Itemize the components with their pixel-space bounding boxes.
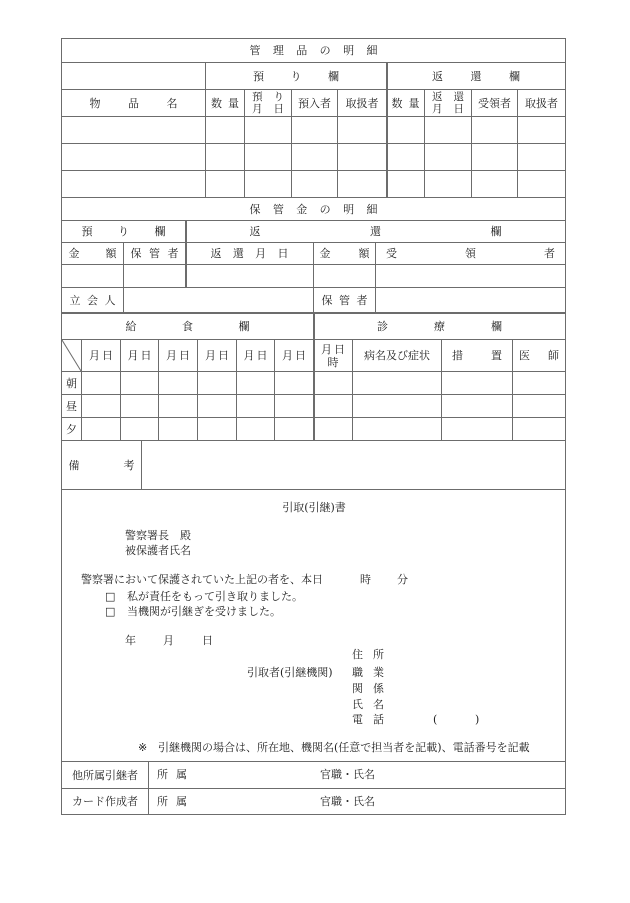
affiliation-label — [157, 768, 187, 782]
label-char: 月 — [432, 103, 443, 115]
label-char: 管 — [339, 293, 350, 307]
lunch-label: 昼 — [66, 399, 77, 413]
return-group-label — [432, 70, 520, 83]
label-char: 者 — [544, 247, 555, 260]
label-char: 属 — [176, 795, 187, 808]
managed-item-cell — [425, 144, 472, 171]
label-char: 金 — [68, 247, 80, 260]
meal-medical-cell — [82, 372, 121, 395]
label-char: 管 — [272, 202, 284, 216]
label-char: 食 — [182, 319, 193, 333]
header-depositor — [292, 90, 338, 117]
other-dept-handover-label-cell — [62, 762, 149, 789]
label-char: 備 — [68, 458, 80, 472]
label-char: 返 — [210, 247, 222, 260]
label-char: 量 — [408, 96, 420, 110]
meal-medical-cell — [159, 418, 198, 441]
label-char: 理 — [272, 44, 284, 57]
managed-item-cell — [245, 144, 292, 171]
note-text: 引継機関の場合は、所在地、機関名(任意で担当者を記載)、電話番号を記載 — [158, 741, 530, 754]
meal-date-header — [198, 340, 237, 372]
managed-items-title-cell — [62, 39, 566, 63]
managed-item-cell — [387, 144, 425, 171]
label-char: 月 — [166, 349, 177, 362]
meal-medical-cell — [237, 372, 275, 395]
managed-items-deposit-group — [206, 63, 387, 90]
header-diagnosis — [353, 340, 442, 372]
header-amount — [62, 243, 124, 265]
label-char: 日 — [102, 349, 113, 362]
date-month-label: 月 — [163, 634, 174, 647]
money-return-date-label — [211, 247, 289, 260]
medical-date-line — [321, 343, 345, 356]
addressee: 警察署長 殿 — [125, 529, 191, 542]
card-creator-label-cell — [62, 789, 149, 815]
receiver-label: 引取者(引継機関) — [247, 666, 333, 679]
header-custodian — [124, 243, 186, 265]
custody-money-divider — [185, 221, 187, 288]
meal-medical-cell — [314, 372, 353, 395]
date-year-label: 年 — [125, 634, 136, 647]
label-char: 職 — [352, 666, 363, 679]
label-char: の — [319, 202, 331, 216]
medical-datetime-label — [321, 343, 345, 369]
phone-label — [352, 713, 384, 727]
meal-date-header — [82, 340, 121, 372]
medical-title — [377, 320, 502, 333]
label-char: 細 — [366, 202, 378, 216]
label-char: 日 — [453, 103, 464, 115]
label-char: 預 — [81, 225, 93, 238]
label-char: 月 — [282, 349, 293, 362]
header-return-quantity — [387, 90, 425, 117]
label-char: 金 — [296, 202, 308, 216]
deposit-quantity-label — [211, 97, 239, 110]
hour-label: 時 — [360, 573, 371, 586]
label-char: 金 — [319, 247, 331, 260]
meal-medical-cell — [353, 395, 442, 418]
meal-row-label-breakfast — [62, 372, 82, 395]
label-char: 欄 — [154, 225, 166, 238]
header-treatment — [442, 340, 513, 372]
custodian-label — [131, 247, 179, 260]
witness-label — [70, 294, 116, 307]
label-char: 還 — [453, 91, 464, 103]
checkbox-icon: □ — [105, 590, 116, 603]
meal-date-label — [282, 349, 306, 362]
meal-date-header — [237, 340, 275, 372]
label-char: 業 — [373, 666, 384, 679]
meal-medical-cell — [442, 418, 513, 441]
meal-medical-cell — [275, 395, 314, 418]
label-char: 明 — [343, 202, 355, 216]
meal-date-label — [166, 349, 190, 362]
custody-deposit-group-label — [82, 225, 166, 238]
meal-date-label — [128, 349, 152, 362]
label-char: 受 — [386, 247, 397, 260]
occupation-label — [352, 666, 384, 680]
deposit-group-label — [253, 70, 339, 83]
header-return-amount — [314, 243, 376, 265]
witness-field — [124, 288, 314, 313]
label-char: 額 — [105, 247, 117, 260]
meal-date-header — [159, 340, 198, 372]
pickup-title: 引取(引継)書 — [282, 501, 346, 514]
label-char: り — [118, 225, 129, 238]
label-char: 月 — [205, 349, 216, 362]
custody-money-title-cell — [62, 198, 566, 221]
deposit-date-line1 — [252, 91, 284, 103]
medical-title-cell — [314, 313, 566, 340]
managed-item-cell — [425, 117, 472, 144]
label-char: 住 — [352, 648, 363, 661]
meals-title-cell — [62, 313, 314, 340]
label-char: 日 — [218, 349, 229, 362]
option-self-pickup: 私が責任をもって引き取りました。 — [127, 590, 303, 603]
diagnosis-label: 病名及び症状 — [364, 349, 430, 362]
label-char: 月 — [243, 349, 255, 362]
label-char: 預 — [253, 69, 264, 83]
label-char: 欄 — [509, 69, 520, 83]
protected-person-label: 被保護者氏名 — [125, 544, 191, 557]
label-char: 日 — [179, 349, 190, 362]
header-item-name — [62, 90, 206, 117]
label-char: 話 — [373, 713, 384, 726]
affiliation-label — [157, 795, 187, 809]
doctor-label — [519, 349, 559, 362]
phone-open-paren: ( — [433, 713, 438, 726]
return-date-label — [432, 91, 464, 115]
treatment-label — [452, 349, 502, 362]
meal-medical-cell — [513, 395, 566, 418]
dinner-label: 夕 — [66, 422, 77, 436]
return-date-line2 — [432, 103, 464, 115]
label-char: 師 — [548, 349, 559, 362]
managed-item-cell — [518, 171, 566, 198]
label-char: 会 — [87, 293, 98, 307]
label-char: 預 — [252, 91, 263, 103]
label-char: り — [290, 69, 302, 83]
label-char: 療 — [434, 319, 445, 333]
managed-item-cell — [338, 117, 387, 144]
meal-row-label-lunch — [62, 395, 82, 418]
label-char: の — [319, 44, 331, 57]
label-char: 品 — [296, 44, 308, 57]
breakfast-label: 朝 — [66, 376, 77, 390]
meal-date-header — [121, 340, 159, 372]
managed-item-cell — [245, 117, 292, 144]
label-char: 還 — [470, 69, 482, 83]
meal-date-label — [205, 349, 229, 362]
managed-item-cell — [292, 144, 338, 171]
remarks-label — [69, 459, 135, 472]
header-money-receiver — [376, 243, 566, 265]
custodian-label-cell — [314, 288, 376, 313]
deposit-date-line2 — [252, 103, 284, 115]
item-name-label — [90, 97, 178, 110]
header-deposit-handler — [338, 90, 387, 117]
label-char: 所 — [157, 795, 168, 808]
managed-item-cell — [518, 144, 566, 171]
meal-medical-cell — [275, 418, 314, 441]
managed-item-cell — [472, 144, 518, 171]
other-dept-handover-field — [149, 762, 566, 789]
meal-medical-cell — [82, 418, 121, 441]
managed-item-cell — [206, 117, 245, 144]
meal-medical-cell — [275, 372, 314, 395]
witness-label-cell — [62, 288, 124, 313]
label-char: 所 — [373, 648, 384, 661]
label-char: 給 — [125, 319, 137, 333]
managed-item-cell — [62, 144, 206, 171]
managed-items-return-group — [387, 63, 566, 90]
label-char: 額 — [358, 247, 370, 260]
custodian-sign-label — [322, 294, 368, 307]
managed-item-cell — [292, 171, 338, 198]
header-receiver — [472, 90, 518, 117]
custodian-field — [376, 288, 566, 313]
other-dept-handover-label: 他所属引継者 — [72, 768, 138, 782]
title-name-label: 官職・氏名 — [320, 768, 375, 781]
label-char: 品 — [128, 96, 139, 110]
managed-items-divider — [386, 63, 388, 198]
label-char: 保 — [321, 293, 333, 307]
phone-close-paren: ) — [475, 713, 480, 726]
deposit-date-label — [252, 91, 284, 115]
managed-item-cell — [387, 171, 425, 198]
custody-money-cell — [314, 265, 376, 288]
header-doctor — [513, 340, 566, 372]
label-char: 欄 — [491, 319, 502, 333]
label-char: 係 — [373, 682, 384, 695]
title-name-label: 官職・氏名 — [320, 795, 375, 808]
statement: 警察署において保護されていた上記の者を、本日 — [81, 573, 323, 586]
label-char: 所 — [157, 768, 168, 781]
meal-medical-cell — [198, 372, 237, 395]
return-quantity-label — [392, 97, 420, 110]
diagonal-slash-icon — [62, 340, 82, 372]
meal-medical-cell — [442, 395, 513, 418]
label-char: 医 — [519, 349, 530, 362]
option-agency-handover: 当機関が引継ぎを受けました。 — [127, 605, 281, 618]
label-char: 日 — [256, 349, 268, 362]
meal-date-header — [275, 340, 314, 372]
label-char: 保 — [130, 247, 142, 260]
address-label — [352, 648, 384, 662]
label-char: 日 — [334, 342, 345, 356]
receiver-label: 受領者 — [478, 96, 511, 110]
label-char: 物 — [89, 96, 101, 110]
managed-item-cell — [425, 171, 472, 198]
meal-medical-cell — [513, 372, 566, 395]
managed-item-cell — [518, 117, 566, 144]
return-amount-label — [320, 247, 370, 260]
name-label — [352, 698, 384, 712]
label-char: 細 — [366, 44, 378, 57]
meal-medical-cell — [121, 395, 159, 418]
label-char: 日 — [277, 247, 289, 260]
header-deposit-date — [245, 90, 292, 117]
managed-item-cell — [245, 171, 292, 198]
meal-medical-cell — [353, 372, 442, 395]
managed-item-cell — [338, 171, 387, 198]
money-receiver-label — [386, 247, 555, 260]
return-handler-label: 取扱者 — [525, 96, 558, 110]
label-char: 属 — [176, 768, 187, 781]
label-char: 考 — [123, 458, 135, 472]
label-char: 立 — [69, 293, 81, 307]
meal-medical-cell — [198, 395, 237, 418]
label-char: 日 — [273, 103, 284, 115]
label-char: 返 — [432, 69, 443, 83]
custody-record-form — [61, 38, 566, 815]
remarks-label-cell — [62, 441, 142, 490]
meal-date-label — [244, 349, 268, 362]
managed-item-cell — [62, 171, 206, 198]
managed-item-cell — [472, 171, 518, 198]
label-char: 人 — [104, 293, 116, 307]
header-deposit-quantity — [206, 90, 245, 117]
label-char: 数 — [211, 96, 222, 110]
custody-return-group-label — [250, 225, 502, 238]
custody-deposit-group — [62, 221, 186, 243]
note-mark-icon: ※ — [138, 741, 148, 754]
label-char: 日 — [140, 349, 152, 362]
date-day-label: 日 — [202, 634, 213, 647]
label-char: 月 — [255, 247, 267, 260]
managed-item-cell — [292, 117, 338, 144]
depositor-label: 預入者 — [298, 96, 331, 110]
label-char: 管 — [249, 44, 261, 57]
label-char: り — [273, 91, 284, 103]
minute-label: 分 — [397, 573, 408, 586]
managed-items-blank-header — [62, 63, 206, 90]
checkbox-icon: □ — [105, 605, 116, 618]
label-char: 措 — [452, 349, 463, 362]
medical-time-line: 時 — [327, 355, 339, 369]
label-char: 置 — [491, 349, 502, 362]
header-return-date — [425, 90, 472, 117]
remarks-field — [142, 441, 566, 490]
meal-medical-cell — [353, 418, 442, 441]
meal-medical-cell — [82, 395, 121, 418]
label-char: 名 — [166, 96, 178, 110]
label-char: 欄 — [328, 69, 339, 83]
label-char: 管 — [149, 247, 160, 260]
label-char: 返 — [249, 225, 261, 238]
managed-item-cell — [338, 144, 387, 171]
label-char: 者 — [167, 247, 179, 260]
custody-money-cell — [62, 265, 124, 288]
header-medical-datetime — [314, 340, 353, 372]
label-char: 欄 — [490, 225, 502, 238]
meal-date-label — [89, 349, 113, 362]
card-creator-label: カード作成者 — [72, 795, 138, 808]
meal-medical-cell — [198, 418, 237, 441]
meal-medical-cell — [442, 372, 513, 395]
custody-money-cell — [124, 265, 186, 288]
label-char: 関 — [352, 682, 363, 695]
meal-medical-cell — [314, 395, 353, 418]
meal-medical-cell — [237, 395, 275, 418]
meal-medical-cell — [159, 372, 198, 395]
meal-medical-cell — [121, 418, 159, 441]
label-char: 量 — [228, 96, 239, 110]
managed-item-cell — [472, 117, 518, 144]
label-char: 数 — [391, 96, 403, 110]
custody-money-cell — [376, 265, 566, 288]
relationship-label — [352, 682, 384, 696]
managed-item-cell — [387, 117, 425, 144]
card-creator-field — [149, 789, 566, 815]
label-char: 名 — [373, 698, 384, 711]
label-char: 氏 — [352, 698, 363, 711]
label-char: 領 — [465, 247, 476, 260]
label-char: 明 — [343, 44, 355, 57]
label-char: 月 — [127, 349, 139, 362]
return-date-line1 — [432, 91, 464, 103]
header-money-return-date — [186, 243, 314, 265]
label-char: 月 — [321, 342, 332, 356]
meal-medical-cell — [159, 395, 198, 418]
label-char: 還 — [370, 225, 381, 238]
label-char: 者 — [356, 293, 368, 307]
meals-medical-divider — [313, 313, 315, 441]
managed-item-cell — [206, 171, 245, 198]
pickup-certificate — [62, 490, 566, 762]
meals-corner-cell — [62, 340, 82, 372]
deposit-handler-label: 取扱者 — [345, 96, 379, 110]
label-char: 日 — [295, 349, 306, 362]
label-char: 電 — [352, 713, 363, 726]
custody-money-title — [250, 203, 378, 216]
label-char: 保 — [249, 202, 261, 216]
meal-row-label-dinner — [62, 418, 82, 441]
custody-money-cell — [186, 265, 314, 288]
label-char: 月 — [252, 103, 263, 115]
meal-medical-cell — [513, 418, 566, 441]
amount-label — [69, 247, 117, 260]
meal-medical-cell — [121, 372, 159, 395]
label-char: 診 — [377, 319, 388, 333]
label-char: 返 — [432, 91, 443, 103]
header-return-handler — [518, 90, 566, 117]
meal-medical-cell — [314, 418, 353, 441]
label-char: 還 — [232, 247, 244, 260]
meals-title — [126, 320, 250, 333]
managed-items-title — [250, 44, 378, 57]
managed-item-cell — [62, 117, 206, 144]
label-char: 月 — [89, 349, 100, 362]
meal-medical-cell — [237, 418, 275, 441]
custody-return-group — [186, 221, 566, 243]
label-char: 欄 — [238, 319, 250, 333]
managed-item-cell — [206, 144, 245, 171]
